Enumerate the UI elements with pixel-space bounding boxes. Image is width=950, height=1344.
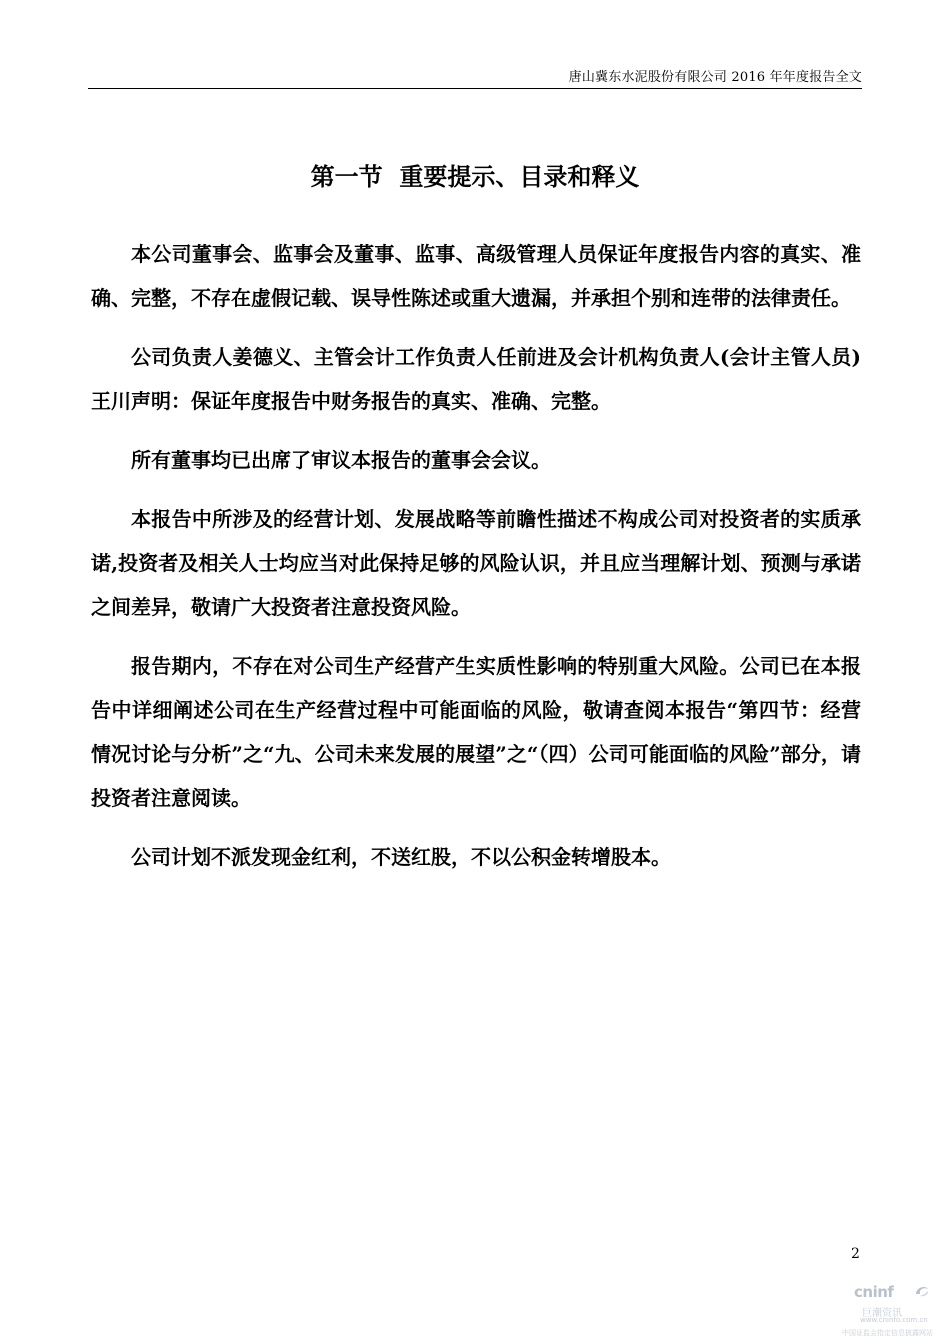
paragraph-responsible-persons: 公司负责人姜德义、主管会计工作负责人任前进及会计机构负责人(会计主管人员)王川声明：保证年度报告中财务报告的真实、准确、完整。 xyxy=(91,345,861,413)
page-number: 2 xyxy=(851,1246,860,1262)
watermark-subtitle: 中国证监会指定信息披露网站 xyxy=(842,1329,933,1337)
watermark-name-cn: 巨潮资讯 xyxy=(862,1308,902,1319)
section-title: 第一节 重要提示、目录和释义 xyxy=(310,162,640,191)
paragraph-forward-looking: 本报告中所涉及的经营计划、发展战略等前瞻性描述不构成公司对投资者的实质承诺,投资者及相关人士均应当对此保持足够的风险认识，并且应当理解计划、预测与承诺之间差异，敬请广大投资者注意投资风险。 xyxy=(91,507,861,619)
header-divider xyxy=(88,88,862,89)
paragraph-dividend-plan: 公司计划不派发现金红利，不送红股，不以公积金转增股本。 xyxy=(131,845,671,869)
paragraph-risk-notice: 报告期内，不存在对公司生产经营产生实质性影响的特别重大风险。公司已在本报告中详细阐述公司在生产经营过程中可能面临的风险，敬请查阅本报告“第四节：经营情况讨论与分析”之“九、公司未来发展的展望”之“（四）公司可能面临的风险”部分，请投资者注意阅读。 xyxy=(91,654,861,810)
paragraph-board-guarantee: 本公司董事会、监事会及董事、监事、高级管理人员保证年度报告内容的真实、准确、完整，不存在虚假记载、误导性陈述或重大遗漏，并承担个别和连带的法律责任。 xyxy=(91,242,861,310)
document-header-title: 唐山冀东水泥股份有限公司 2016 年年度报告全文 xyxy=(568,70,862,85)
swirl-logo-icon xyxy=(914,1284,930,1298)
watermark-url: www.cninfo.com.cn xyxy=(860,1316,928,1324)
document-body xyxy=(91,232,861,894)
watermark-logo-text: cninf xyxy=(854,1283,894,1301)
paragraph-directors-attendance: 所有董事均已出席了审议本报告的董事会会议。 xyxy=(131,448,551,472)
cninfo-watermark xyxy=(840,1283,950,1344)
